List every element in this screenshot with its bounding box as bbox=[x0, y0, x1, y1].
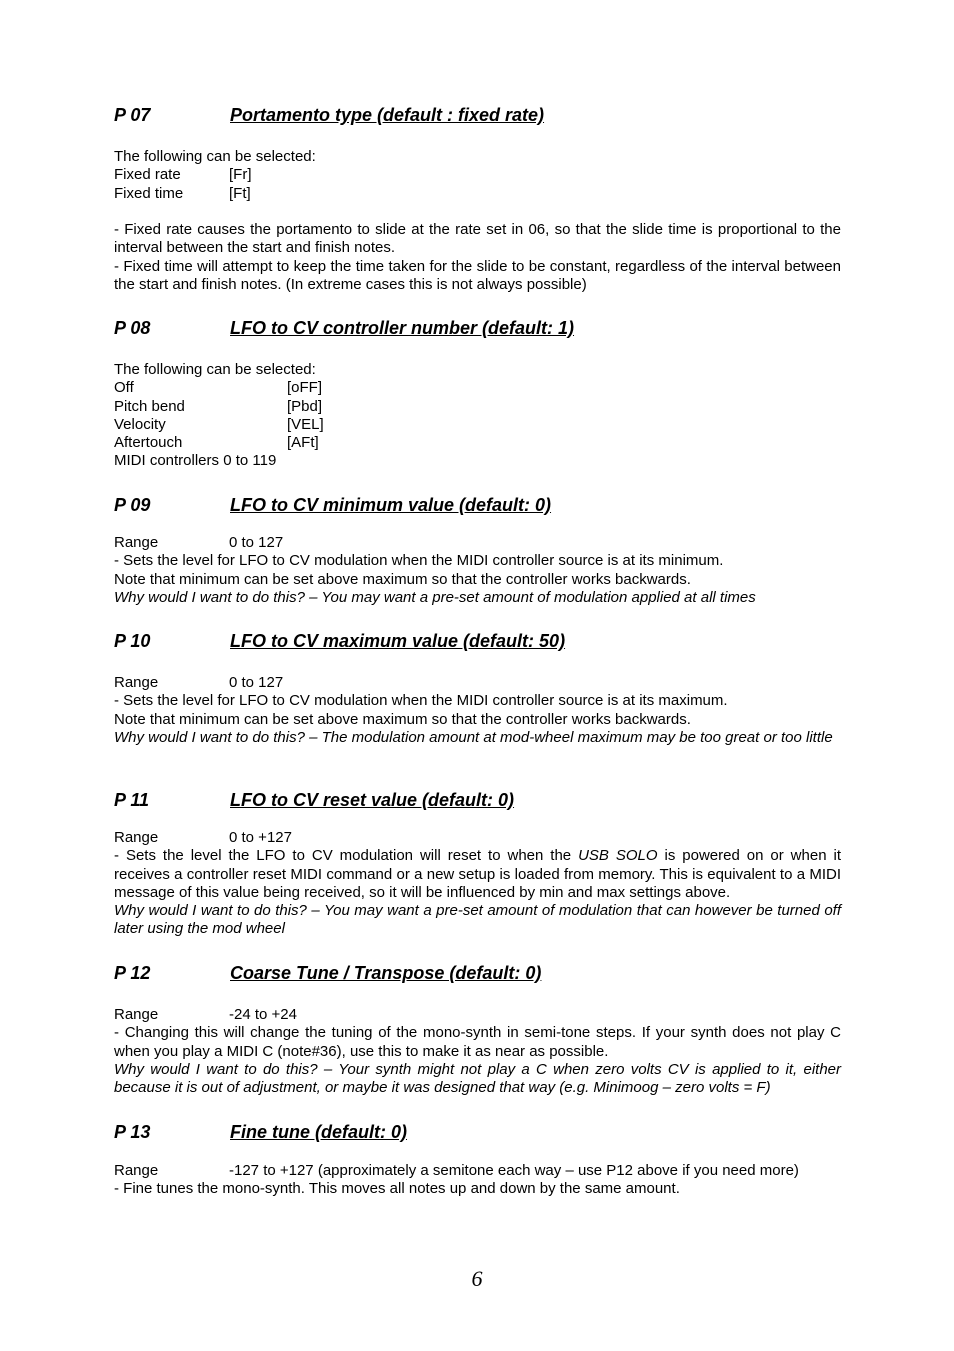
section-body-p10 bbox=[114, 674, 841, 747]
section-heading-p07 bbox=[114, 104, 544, 126]
intro-text: The following can be selected: bbox=[114, 148, 316, 165]
range-row bbox=[114, 1006, 841, 1024]
option-value: [Ft] bbox=[229, 184, 251, 202]
section-heading-p09 bbox=[114, 494, 551, 516]
intro-text: The following can be selected: bbox=[114, 361, 316, 378]
range-row bbox=[114, 534, 841, 552]
section-body-p09 bbox=[114, 534, 841, 607]
note-paragraph: - Fixed rate causes the portamento to slide at the rate set in 06, so that the slide time is proportional to the interval between the start and finish notes. bbox=[114, 221, 841, 257]
section-body-p08 bbox=[114, 361, 841, 471]
range-value: 0 to 127 bbox=[229, 534, 284, 551]
option-value: [Pbd] bbox=[287, 397, 323, 415]
option-row bbox=[114, 185, 841, 203]
section-body-p07 bbox=[114, 148, 841, 203]
range-value: -24 to +24 bbox=[229, 1006, 297, 1023]
section-code: P 09 bbox=[114, 495, 151, 515]
why-text: Why would I want to do this? – You may want a pre-set amount of modulation that can however be turned off later using the mod wheel bbox=[114, 902, 841, 938]
section-code: P 08 bbox=[114, 318, 151, 338]
section-body-p12 bbox=[114, 1006, 841, 1097]
section-notes-p07 bbox=[114, 221, 841, 294]
option-value: [AFt] bbox=[287, 434, 319, 452]
section-heading-p11 bbox=[114, 789, 514, 811]
range-label: Range bbox=[114, 674, 159, 691]
section-body-p13 bbox=[114, 1162, 841, 1199]
range-value: 0 to +127 bbox=[229, 829, 292, 846]
description-line: - Fine tunes the mono-synth. This moves all notes up and down by the same amount. bbox=[114, 1180, 680, 1198]
description-text: - Sets the level the LFO to CV modulation will reset to when the bbox=[114, 847, 579, 865]
section-code: P 12 bbox=[114, 963, 151, 983]
note-paragraph: - Fixed time will attempt to keep the time taken for the slide to be constant, regardless of the interval between the start and finish notes. (In extreme cases this is not always possible) bbox=[114, 257, 841, 293]
why-text: Why would I want to do this? – The modulation amount at mod-wheel maximum may be too great or too little bbox=[114, 728, 833, 746]
range-row bbox=[114, 829, 841, 847]
description-paragraph: - Changing this will change the tuning of the mono-synth in semi-tone steps. If your synth does not play C when you play a MIDI C (note#36), use this to make it as near as possible. bbox=[114, 1024, 841, 1060]
option-name: Fixed rate bbox=[114, 166, 181, 184]
range-value: 0 to 127 bbox=[229, 674, 284, 691]
section-heading-p12 bbox=[114, 962, 541, 984]
option-value: [VEL] bbox=[287, 415, 324, 433]
description-line: Note that minimum can be set above maximum so that the controller works backwards. bbox=[114, 710, 691, 728]
section-title: Portamento type (default : fixed rate) bbox=[230, 105, 545, 125]
why-text: Why would I want to do this? – You may want a pre-set amount of modulation applied at all times bbox=[114, 588, 756, 606]
option-row bbox=[114, 398, 841, 416]
section-heading-p10 bbox=[114, 630, 565, 652]
range-value: -127 to +127 (approximately a semitone each way – use P12 above if you need more) bbox=[229, 1162, 799, 1179]
section-title: LFO to CV controller number (default: 1) bbox=[230, 318, 575, 338]
option-name: Off bbox=[114, 379, 134, 397]
option-name: Pitch bend bbox=[114, 397, 185, 415]
description-paragraph bbox=[114, 847, 841, 902]
why-text: Why would I want to do this? – Your synth might not play a C when zero volts CV is applied to it, either because it is out of adjustment, or maybe it was designed that way (e.g. Minimoog – zero volts = F) bbox=[114, 1060, 841, 1097]
section-code: P 07 bbox=[114, 105, 151, 125]
option-name: Aftertouch bbox=[114, 434, 183, 452]
section-title: Fine tune (default: 0) bbox=[230, 1122, 407, 1142]
option-row bbox=[114, 434, 841, 452]
description-line: - Sets the level for LFO to CV modulation when the MIDI controller source is at its minimum. bbox=[114, 552, 724, 570]
description-line: Note that minimum can be set above maximum so that the controller works backwards. bbox=[114, 570, 691, 588]
section-body-p11 bbox=[114, 829, 841, 939]
range-label: Range bbox=[114, 1006, 159, 1023]
section-code: P 11 bbox=[114, 790, 150, 810]
range-label: Range bbox=[114, 1162, 159, 1179]
range-row bbox=[114, 674, 841, 692]
range-label: Range bbox=[114, 829, 159, 846]
page-number: 6 bbox=[471, 1266, 483, 1291]
range-label: Range bbox=[114, 534, 159, 551]
section-code: P 10 bbox=[114, 631, 151, 651]
section-title: Coarse Tune / Transpose (default: 0) bbox=[230, 963, 542, 983]
option-row bbox=[114, 416, 841, 434]
option-name: Velocity bbox=[114, 415, 166, 433]
option-value: [oFF] bbox=[287, 379, 323, 397]
section-heading-p08 bbox=[114, 317, 574, 339]
option-value: [Fr] bbox=[229, 166, 252, 184]
description-text: is powered on or when it receives a controller reset MIDI command or a new setup is loaded from memory. This is equivalent to a MIDI message of this value being received, so it will be influenced by min and max settings above. bbox=[114, 847, 841, 901]
section-title: LFO to CV minimum value (default: 0) bbox=[230, 495, 552, 515]
product-name: USB SOLO bbox=[578, 847, 658, 865]
option-name: Fixed time bbox=[114, 184, 184, 202]
section-title: LFO to CV reset value (default: 0) bbox=[230, 790, 515, 810]
option-row bbox=[114, 166, 841, 184]
extra-text: MIDI controllers 0 to 119 bbox=[114, 452, 277, 470]
range-row bbox=[114, 1162, 841, 1180]
option-row bbox=[114, 379, 841, 397]
section-code: P 13 bbox=[114, 1122, 151, 1142]
section-heading-p13 bbox=[114, 1121, 407, 1143]
section-title: LFO to CV maximum value (default: 50) bbox=[230, 631, 566, 651]
description-line: - Sets the level for LFO to CV modulation when the MIDI controller source is at its maximum. bbox=[114, 692, 728, 710]
